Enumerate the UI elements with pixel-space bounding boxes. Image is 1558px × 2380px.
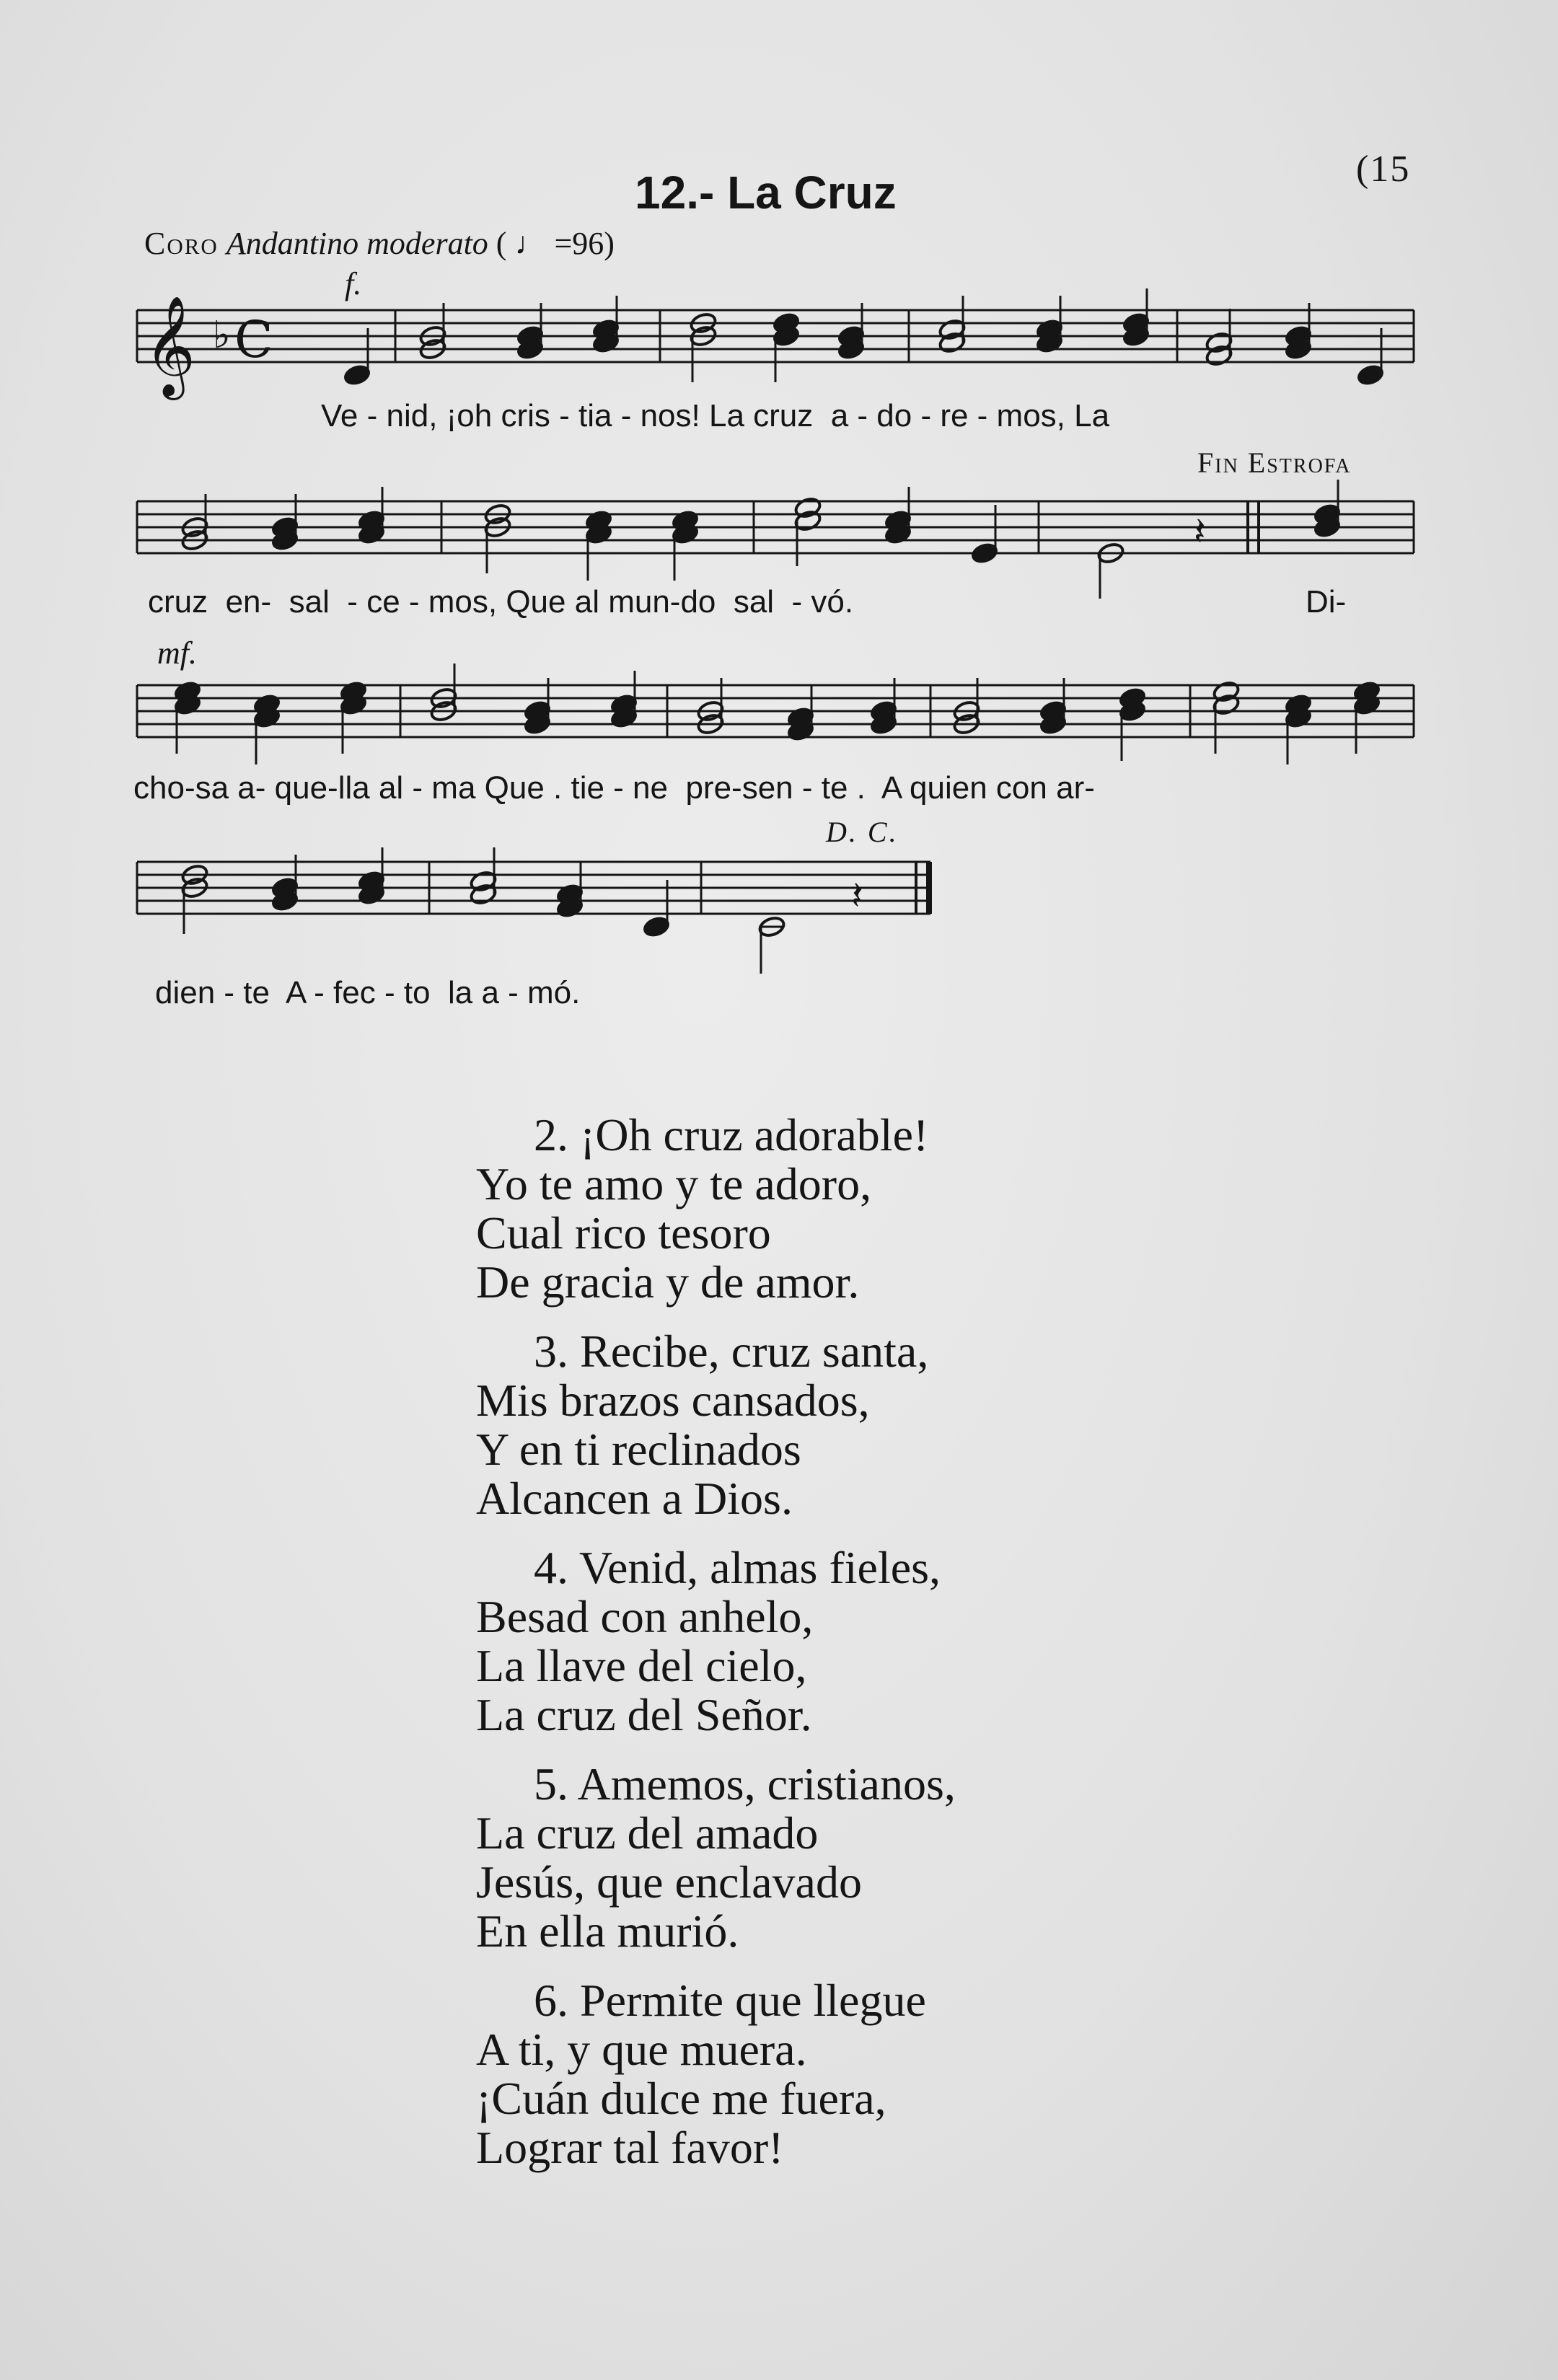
verse-line: Y en ti reclinados	[476, 1424, 801, 1475]
staff-system-2	[137, 501, 1414, 553]
verse-line: ¡Cuán dulce me fuera,	[476, 2073, 886, 2124]
stanza-4	[476, 1543, 956, 1740]
verse-line: 5. Amemos, cristianos,	[534, 1758, 956, 1810]
verse-line: 6. Permite que llegue	[534, 1975, 926, 2026]
verse-line: Cual rico tesoro	[476, 1207, 771, 1259]
treble-clef-icon: 𝄞	[144, 296, 195, 396]
mezzoforte-dynamic: mf.	[157, 635, 197, 671]
stanza-5	[476, 1760, 956, 1956]
tempo-text: Andantino moderato	[226, 226, 488, 261]
verse-line: Lograr tal favor!	[476, 2122, 784, 2173]
verse-line: A ti, y que muera.	[476, 2024, 807, 2075]
verse-line: Mis brazos cansados,	[476, 1375, 870, 1426]
verse-line: 4. Venid, almas fieles,	[534, 1542, 941, 1593]
lyric-line-2: cruz en- sal - ce - mos, Que al mun-do sal - vó.	[148, 584, 854, 620]
staff-system-4	[137, 862, 930, 914]
verse-line: La llave del cielo,	[476, 1640, 807, 1691]
verse-line: En ella murió.	[476, 1905, 739, 1957]
flat-icon: ♭	[213, 314, 231, 357]
music-score	[0, 0, 1558, 1046]
verse-line: La cruz del Señor.	[476, 1689, 812, 1740]
notes-system-3	[173, 664, 1381, 764]
coro-label: Coro	[144, 226, 219, 261]
stanza-2	[476, 1111, 956, 1307]
verse-line: Jesús, que enclavado	[476, 1856, 862, 1908]
verses	[476, 1111, 956, 2192]
lyric-line-2-end: Di-	[1306, 584, 1347, 620]
notes-system-4	[180, 847, 785, 974]
lyric-line-4: dien - te A - fec - to la a - mó.	[155, 975, 581, 1010]
metronome-mark: ( ♩ =96)	[496, 226, 615, 261]
verse-line: 2. ¡Oh cruz adorable!	[534, 1109, 929, 1160]
stanza-6	[476, 1976, 956, 2172]
dc-label: D. C.	[826, 816, 899, 848]
verse-line: 3. Recibe, cruz santa,	[534, 1326, 929, 1377]
hymn-title: 12.- La Cruz	[635, 167, 897, 219]
forte-dynamic: f.	[345, 266, 362, 301]
verse-line: Besad con anhelo,	[476, 1591, 814, 1642]
stanza-3	[476, 1327, 956, 1523]
staff-system-3	[137, 685, 1414, 737]
notes-system-1	[343, 288, 1384, 387]
verse-line: De gracia y de amor.	[476, 1256, 860, 1308]
lyric-line-1: Ve - nid, ¡oh cris - tia - nos! La cruz a - do - re - mos, La	[321, 398, 1110, 433]
page-number: (15	[1356, 149, 1411, 190]
final-rest-icon: 𝄽	[851, 873, 863, 918]
lyric-line-3: cho-sa a- que-lla al - ma Que . tie - ne pre-sen - te . A quien con ar-	[133, 770, 1095, 806]
fin-estrofa-label: Fin Estrofa	[1197, 446, 1352, 479]
verse-line: La cruz del amado	[476, 1807, 819, 1859]
verse-line: Alcancen a Dios.	[476, 1473, 793, 1524]
common-time-icon: C	[234, 310, 273, 369]
quarter-rest-icon: 𝄽	[1194, 508, 1206, 554]
verse-line: Yo te amo y te adoro,	[476, 1158, 872, 1209]
